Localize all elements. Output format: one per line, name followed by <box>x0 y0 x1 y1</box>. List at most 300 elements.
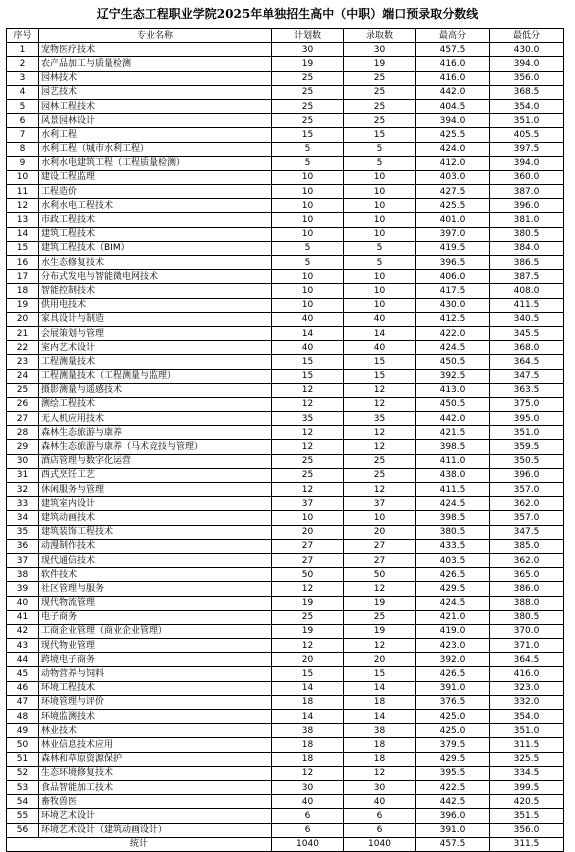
cell-max-score: 423.0 <box>416 639 490 653</box>
cell-admitted: 25 <box>344 454 416 468</box>
cell-min-score: 364.5 <box>490 653 564 667</box>
cell-index: 41 <box>7 610 39 624</box>
table-row <box>7 71 564 85</box>
cell-max-score: 442.0 <box>416 412 490 426</box>
cell-min-score: 357.0 <box>490 483 564 497</box>
cell-max-score: 392.5 <box>416 369 490 383</box>
cell-max-score: 433.5 <box>416 539 490 553</box>
cell-max-score: 411.5 <box>416 483 490 497</box>
cell-min-score: 396.0 <box>490 468 564 482</box>
cell-admitted: 40 <box>344 795 416 809</box>
cell-max-score: 394.0 <box>416 114 490 128</box>
cell-max-score: 391.0 <box>416 681 490 695</box>
cell-plan: 40 <box>272 795 344 809</box>
cell-max-score: 396.5 <box>416 256 490 270</box>
cell-admitted: 12 <box>344 582 416 596</box>
cell-max-score: 426.5 <box>416 667 490 681</box>
total-plan: 1040 <box>272 837 344 851</box>
cell-max-score: 398.5 <box>416 511 490 525</box>
cell-min-score: 340.5 <box>490 312 564 326</box>
cell-index: 20 <box>7 312 39 326</box>
cell-min-score: 380.5 <box>490 610 564 624</box>
cell-index: 24 <box>7 369 39 383</box>
cell-plan: 20 <box>272 653 344 667</box>
cell-max-score: 417.5 <box>416 284 490 298</box>
cell-admitted: 38 <box>344 724 416 738</box>
cell-plan: 10 <box>272 199 344 213</box>
cell-plan: 25 <box>272 71 344 85</box>
cell-index: 10 <box>7 170 39 184</box>
cell-major: 建设工程监理 <box>39 170 272 184</box>
cell-admitted: 14 <box>344 710 416 724</box>
cell-major: 环境艺术设计（建筑动画设计） <box>39 823 272 837</box>
table-row <box>7 823 564 837</box>
cell-plan: 10 <box>272 511 344 525</box>
cell-min-score: 399.5 <box>490 780 564 794</box>
cell-max-score: 421.5 <box>416 426 490 440</box>
cell-plan: 25 <box>272 85 344 99</box>
cell-index: 38 <box>7 568 39 582</box>
table-row <box>7 241 564 255</box>
cell-index: 2 <box>7 57 39 71</box>
cell-admitted: 12 <box>344 426 416 440</box>
cell-admitted: 10 <box>344 284 416 298</box>
cell-index: 43 <box>7 639 39 653</box>
cell-max-score: 430.0 <box>416 298 490 312</box>
cell-min-score: 371.0 <box>490 639 564 653</box>
admission-score-table <box>6 28 564 852</box>
cell-max-score: 412.5 <box>416 312 490 326</box>
cell-min-score: 356.0 <box>490 71 564 85</box>
cell-major: 跨境电子商务 <box>39 653 272 667</box>
cell-major: 园林技术 <box>39 71 272 85</box>
cell-plan: 12 <box>272 440 344 454</box>
header-max-score: 最高分 <box>416 29 490 43</box>
cell-max-score: 380.5 <box>416 525 490 539</box>
cell-index: 22 <box>7 341 39 355</box>
cell-plan: 25 <box>272 610 344 624</box>
cell-plan: 12 <box>272 582 344 596</box>
cell-index: 7 <box>7 128 39 142</box>
cell-major: 农产品加工与质量检测 <box>39 57 272 71</box>
cell-plan: 27 <box>272 539 344 553</box>
cell-index: 52 <box>7 766 39 780</box>
cell-max-score: 421.0 <box>416 610 490 624</box>
cell-min-score: 384.0 <box>490 241 564 255</box>
cell-major: 社区管理与服务 <box>39 582 272 596</box>
table-row <box>7 752 564 766</box>
cell-major: 水利水电建筑工程（工程质量检测） <box>39 156 272 170</box>
cell-admitted: 6 <box>344 823 416 837</box>
cell-major: 现代物业管理 <box>39 639 272 653</box>
cell-index: 28 <box>7 426 39 440</box>
cell-plan: 19 <box>272 624 344 638</box>
total-min-score: 311.5 <box>490 837 564 851</box>
cell-index: 45 <box>7 667 39 681</box>
cell-plan: 5 <box>272 241 344 255</box>
table-row <box>7 639 564 653</box>
table-row <box>7 185 564 199</box>
cell-max-score: 425.5 <box>416 199 490 213</box>
cell-major: 森林和草原资源保护 <box>39 752 272 766</box>
table-row <box>7 298 564 312</box>
cell-min-score: 363.5 <box>490 383 564 397</box>
cell-index: 37 <box>7 553 39 567</box>
cell-admitted: 20 <box>344 653 416 667</box>
cell-plan: 5 <box>272 142 344 156</box>
cell-admitted: 25 <box>344 610 416 624</box>
cell-admitted: 25 <box>344 85 416 99</box>
table-row <box>7 568 564 582</box>
cell-major: 水生态修复技术 <box>39 256 272 270</box>
header-plan: 计划数 <box>272 29 344 43</box>
cell-max-score: 422.5 <box>416 780 490 794</box>
table-row <box>7 326 564 340</box>
cell-admitted: 19 <box>344 624 416 638</box>
cell-index: 49 <box>7 724 39 738</box>
cell-major: 畜牧兽医 <box>39 795 272 809</box>
table-row <box>7 795 564 809</box>
cell-plan: 10 <box>272 185 344 199</box>
table-row <box>7 57 564 71</box>
cell-min-score: 362.0 <box>490 553 564 567</box>
total-max-score: 457.5 <box>416 837 490 851</box>
cell-index: 42 <box>7 624 39 638</box>
cell-max-score: 422.0 <box>416 326 490 340</box>
cell-min-score: 351.5 <box>490 809 564 823</box>
cell-max-score: 425.0 <box>416 710 490 724</box>
table-row <box>7 724 564 738</box>
cell-max-score: 395.5 <box>416 766 490 780</box>
cell-major: 供用电技术 <box>39 298 272 312</box>
cell-index: 47 <box>7 695 39 709</box>
table-row <box>7 653 564 667</box>
table-header-row <box>7 29 564 43</box>
cell-index: 32 <box>7 483 39 497</box>
cell-min-score: 354.0 <box>490 99 564 113</box>
cell-min-score: 385.0 <box>490 539 564 553</box>
total-label: 统计 <box>7 837 272 851</box>
header-admitted: 录取数 <box>344 29 416 43</box>
cell-admitted: 10 <box>344 170 416 184</box>
cell-major: 林业信息技术应用 <box>39 738 272 752</box>
cell-min-score: 357.0 <box>490 511 564 525</box>
cell-plan: 12 <box>272 639 344 653</box>
cell-admitted: 35 <box>344 412 416 426</box>
cell-plan: 18 <box>272 695 344 709</box>
cell-max-score: 406.0 <box>416 270 490 284</box>
cell-min-score: 411.5 <box>490 298 564 312</box>
cell-index: 50 <box>7 738 39 752</box>
cell-major: 室内艺术设计 <box>39 341 272 355</box>
cell-min-score: 368.0 <box>490 341 564 355</box>
header-major: 专业名称 <box>39 29 272 43</box>
total-admitted: 1040 <box>344 837 416 851</box>
cell-min-score: 364.5 <box>490 355 564 369</box>
cell-min-score: 345.5 <box>490 326 564 340</box>
cell-max-score: 391.0 <box>416 823 490 837</box>
cell-major: 会展策划与管理 <box>39 326 272 340</box>
cell-max-score: 442.5 <box>416 795 490 809</box>
cell-major: 环境艺术设计 <box>39 809 272 823</box>
cell-min-score: 388.0 <box>490 596 564 610</box>
cell-min-score: 387.0 <box>490 185 564 199</box>
cell-admitted: 12 <box>344 440 416 454</box>
cell-major: 园林工程技术 <box>39 99 272 113</box>
cell-admitted: 15 <box>344 355 416 369</box>
cell-min-score: 347.5 <box>490 525 564 539</box>
cell-admitted: 10 <box>344 185 416 199</box>
cell-min-score: 354.0 <box>490 710 564 724</box>
cell-index: 56 <box>7 823 39 837</box>
cell-admitted: 10 <box>344 511 416 525</box>
cell-admitted: 18 <box>344 752 416 766</box>
cell-admitted: 14 <box>344 326 416 340</box>
cell-plan: 10 <box>272 298 344 312</box>
cell-index: 26 <box>7 397 39 411</box>
cell-major: 工程测量技术（工程测量与监理） <box>39 369 272 383</box>
cell-min-score: 380.5 <box>490 227 564 241</box>
cell-max-score: 427.5 <box>416 185 490 199</box>
cell-max-score: 411.0 <box>416 454 490 468</box>
cell-admitted: 14 <box>344 681 416 695</box>
table-row <box>7 85 564 99</box>
cell-max-score: 424.5 <box>416 341 490 355</box>
table-row <box>7 128 564 142</box>
table-row <box>7 766 564 780</box>
cell-index: 23 <box>7 355 39 369</box>
cell-admitted: 30 <box>344 780 416 794</box>
table-row <box>7 468 564 482</box>
cell-min-score: 386.5 <box>490 256 564 270</box>
cell-index: 55 <box>7 809 39 823</box>
cell-index: 12 <box>7 199 39 213</box>
cell-plan: 14 <box>272 710 344 724</box>
table-row <box>7 525 564 539</box>
cell-admitted: 5 <box>344 156 416 170</box>
cell-plan: 10 <box>272 270 344 284</box>
table-row <box>7 596 564 610</box>
cell-admitted: 10 <box>344 227 416 241</box>
cell-major: 建筑室内设计 <box>39 497 272 511</box>
cell-plan: 25 <box>272 99 344 113</box>
cell-max-score: 450.5 <box>416 397 490 411</box>
cell-min-score: 323.0 <box>490 681 564 695</box>
table-body <box>7 43 564 838</box>
table-row <box>7 553 564 567</box>
cell-min-score: 359.5 <box>490 440 564 454</box>
cell-admitted: 10 <box>344 298 416 312</box>
cell-plan: 25 <box>272 454 344 468</box>
cell-max-score: 419.0 <box>416 624 490 638</box>
cell-index: 13 <box>7 213 39 227</box>
cell-min-score: 311.5 <box>490 738 564 752</box>
table-row <box>7 142 564 156</box>
cell-max-score: 379.5 <box>416 738 490 752</box>
cell-plan: 6 <box>272 823 344 837</box>
cell-major: 测绘工程技术 <box>39 397 272 411</box>
cell-plan: 12 <box>272 397 344 411</box>
table-row <box>7 497 564 511</box>
cell-admitted: 19 <box>344 596 416 610</box>
cell-index: 1 <box>7 43 39 57</box>
cell-max-score: 392.0 <box>416 653 490 667</box>
cell-min-score: 332.0 <box>490 695 564 709</box>
cell-admitted: 15 <box>344 667 416 681</box>
cell-plan: 10 <box>272 284 344 298</box>
cell-index: 30 <box>7 454 39 468</box>
cell-max-score: 429.5 <box>416 752 490 766</box>
cell-max-score: 413.0 <box>416 383 490 397</box>
cell-max-score: 424.5 <box>416 596 490 610</box>
cell-major: 酒店管理与数字化运营 <box>39 454 272 468</box>
cell-min-score: 350.5 <box>490 454 564 468</box>
document-title: 辽宁生态工程职业学院2025年单独招生高中（中职）端口预录取分数线 <box>96 7 479 21</box>
cell-plan: 12 <box>272 766 344 780</box>
cell-index: 5 <box>7 99 39 113</box>
table-row <box>7 681 564 695</box>
cell-plan: 40 <box>272 312 344 326</box>
table-row <box>7 270 564 284</box>
table-row <box>7 170 564 184</box>
cell-index: 3 <box>7 71 39 85</box>
cell-admitted: 12 <box>344 766 416 780</box>
cell-admitted: 25 <box>344 114 416 128</box>
cell-plan: 10 <box>272 227 344 241</box>
cell-admitted: 40 <box>344 312 416 326</box>
cell-min-score: 370.0 <box>490 624 564 638</box>
cell-min-score: 397.5 <box>490 142 564 156</box>
cell-major: 休闲服务与管理 <box>39 483 272 497</box>
cell-plan: 37 <box>272 497 344 511</box>
table-row <box>7 397 564 411</box>
cell-max-score: 398.5 <box>416 440 490 454</box>
cell-major: 森林生态旅游与康养 <box>39 426 272 440</box>
table-row <box>7 199 564 213</box>
cell-admitted: 25 <box>344 99 416 113</box>
table-row <box>7 738 564 752</box>
cell-admitted: 25 <box>344 71 416 85</box>
cell-index: 16 <box>7 256 39 270</box>
cell-max-score: 401.0 <box>416 213 490 227</box>
cell-major: 现代通信技术 <box>39 553 272 567</box>
cell-admitted: 5 <box>344 241 416 255</box>
cell-plan: 12 <box>272 383 344 397</box>
table-row <box>7 355 564 369</box>
cell-admitted: 5 <box>344 256 416 270</box>
cell-index: 14 <box>7 227 39 241</box>
cell-min-score: 360.0 <box>490 170 564 184</box>
cell-plan: 38 <box>272 724 344 738</box>
table-row <box>7 624 564 638</box>
cell-major: 西式烹饪工艺 <box>39 468 272 482</box>
cell-min-score: 416.0 <box>490 667 564 681</box>
table-row <box>7 695 564 709</box>
cell-max-score: 442.0 <box>416 85 490 99</box>
cell-admitted: 6 <box>344 809 416 823</box>
cell-index: 18 <box>7 284 39 298</box>
cell-plan: 25 <box>272 468 344 482</box>
cell-plan: 5 <box>272 156 344 170</box>
cell-index: 17 <box>7 270 39 284</box>
cell-index: 44 <box>7 653 39 667</box>
cell-index: 39 <box>7 582 39 596</box>
cell-major: 水利水电工程技术 <box>39 199 272 213</box>
table-row <box>7 227 564 241</box>
cell-admitted: 12 <box>344 397 416 411</box>
cell-max-score: 376.5 <box>416 695 490 709</box>
cell-plan: 15 <box>272 128 344 142</box>
cell-min-score: 351.0 <box>490 426 564 440</box>
cell-major: 工商企业管理（商业企业管理） <box>39 624 272 638</box>
cell-plan: 15 <box>272 667 344 681</box>
cell-min-score: 365.0 <box>490 568 564 582</box>
cell-admitted: 27 <box>344 539 416 553</box>
cell-major: 智能控制技术 <box>39 284 272 298</box>
cell-index: 35 <box>7 525 39 539</box>
cell-admitted: 50 <box>344 568 416 582</box>
table-row <box>7 312 564 326</box>
cell-max-score: 416.0 <box>416 57 490 71</box>
table-row <box>7 99 564 113</box>
cell-min-score: 420.5 <box>490 795 564 809</box>
cell-index: 8 <box>7 142 39 156</box>
cell-major: 水利工程 <box>39 128 272 142</box>
cell-major: 园艺技术 <box>39 85 272 99</box>
cell-plan: 18 <box>272 738 344 752</box>
cell-major: 工程测量技术 <box>39 355 272 369</box>
cell-max-score: 425.0 <box>416 724 490 738</box>
cell-index: 11 <box>7 185 39 199</box>
cell-major: 建筑工程技术 <box>39 227 272 241</box>
cell-admitted: 18 <box>344 695 416 709</box>
cell-plan: 15 <box>272 355 344 369</box>
cell-plan: 10 <box>272 213 344 227</box>
cell-min-score: 325.5 <box>490 752 564 766</box>
table-total-row <box>7 837 564 851</box>
cell-admitted: 10 <box>344 213 416 227</box>
cell-min-score: 396.0 <box>490 199 564 213</box>
header-min-score: 最低分 <box>490 29 564 43</box>
cell-plan: 18 <box>272 752 344 766</box>
cell-plan: 12 <box>272 483 344 497</box>
cell-index: 51 <box>7 752 39 766</box>
cell-index: 21 <box>7 326 39 340</box>
cell-major: 建筑装饰工程技术 <box>39 525 272 539</box>
cell-admitted: 10 <box>344 270 416 284</box>
cell-min-score: 375.0 <box>490 397 564 411</box>
cell-admitted: 37 <box>344 497 416 511</box>
cell-index: 6 <box>7 114 39 128</box>
cell-index: 36 <box>7 539 39 553</box>
cell-min-score: 386.0 <box>490 582 564 596</box>
cell-major: 工程造价 <box>39 185 272 199</box>
cell-min-score: 356.0 <box>490 823 564 837</box>
cell-plan: 10 <box>272 170 344 184</box>
cell-max-score: 425.5 <box>416 128 490 142</box>
cell-max-score: 438.0 <box>416 468 490 482</box>
cell-major: 动漫制作技术 <box>39 539 272 553</box>
cell-plan: 14 <box>272 681 344 695</box>
cell-plan: 40 <box>272 341 344 355</box>
cell-max-score: 429.5 <box>416 582 490 596</box>
cell-index: 29 <box>7 440 39 454</box>
cell-plan: 50 <box>272 568 344 582</box>
cell-major: 建筑工程技术（BIM） <box>39 241 272 255</box>
cell-index: 33 <box>7 497 39 511</box>
cell-index: 54 <box>7 795 39 809</box>
cell-min-score: 387.5 <box>490 270 564 284</box>
